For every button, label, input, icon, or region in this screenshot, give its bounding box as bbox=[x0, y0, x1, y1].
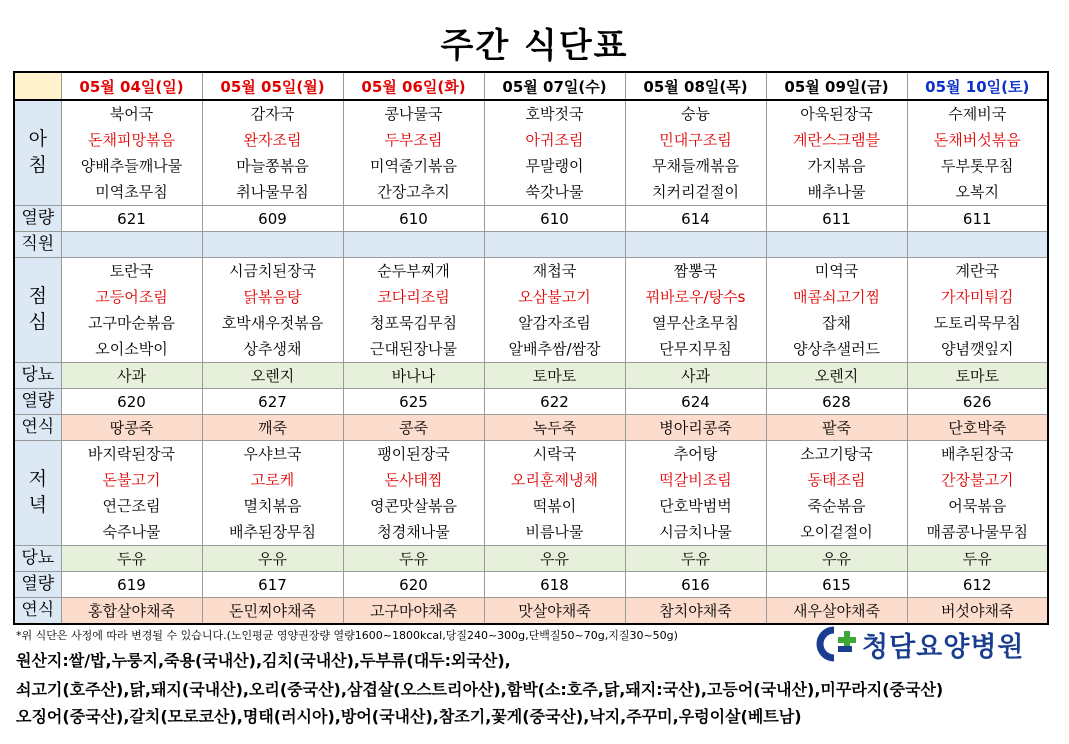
dinner-calories-row-cell: 617 bbox=[202, 572, 343, 598]
lunch-calories-row-cell: 624 bbox=[625, 389, 766, 415]
staff-row-cell bbox=[625, 232, 766, 258]
dinner-porridge-row-cell: 버섯야채죽 bbox=[907, 598, 1048, 625]
menu-item: 멸치볶음 bbox=[243, 497, 302, 515]
lunch-porridge-row-cell: 단호박죽 bbox=[907, 415, 1048, 441]
menu-item: 쑥갓나물 bbox=[525, 183, 584, 201]
lunch-row-day-cell bbox=[202, 258, 343, 363]
lunch-diabetic-row-cell: 사과 bbox=[61, 363, 202, 389]
dinner-row-day-cell bbox=[343, 441, 484, 546]
menu-item: 돈사태찜 bbox=[384, 471, 443, 489]
menu-item: 떡볶이 bbox=[532, 497, 577, 515]
lunch-porridge-row-cell: 팥죽 bbox=[766, 415, 907, 441]
staff-row bbox=[14, 232, 1048, 258]
menu-item: 짬뽕국 bbox=[673, 262, 718, 280]
menu-item: 배추된장무침 bbox=[229, 523, 316, 541]
day-header: 05월 09일(금) bbox=[766, 72, 907, 100]
lunch-calories-row-cell: 625 bbox=[343, 389, 484, 415]
breakfast-row-day-cell bbox=[61, 100, 202, 206]
menu-item: 청경채나물 bbox=[377, 523, 450, 541]
menu-item: 순두부찌개 bbox=[377, 262, 450, 280]
menu-item: 호박새우젓볶음 bbox=[221, 314, 324, 332]
menu-item: 두부조림 bbox=[384, 131, 443, 149]
menu-item: 알배추쌈/쌈장 bbox=[508, 340, 601, 358]
breakfast-row-day-cell bbox=[625, 100, 766, 206]
menu-item: 죽순볶음 bbox=[807, 497, 866, 515]
lunch-row-day-cell bbox=[907, 258, 1048, 363]
dinner-porridge-row bbox=[14, 598, 1048, 625]
breakfast-calories-row-label: 열량 bbox=[14, 206, 61, 232]
menu-item: 잡채 bbox=[822, 314, 851, 332]
menu-item: 청포묵김무침 bbox=[370, 314, 457, 332]
breakfast-calories-row bbox=[14, 206, 1048, 232]
menu-item: 알감자조림 bbox=[518, 314, 591, 332]
menu-item: 북어국 bbox=[109, 105, 154, 123]
breakfast-row bbox=[14, 100, 1048, 206]
menu-item: 완자조림 bbox=[243, 131, 302, 149]
menu-item: 비름나물 bbox=[525, 523, 584, 541]
menu-item: 오리훈제냉채 bbox=[511, 471, 598, 489]
menu-item: 콩나물국 bbox=[384, 105, 443, 123]
menu-item: 도토리묵무침 bbox=[933, 314, 1021, 332]
lunch-diabetic-row-cell: 바나나 bbox=[343, 363, 484, 389]
dinner-diabetic-row-cell: 우유 bbox=[202, 546, 343, 572]
lunch-porridge-row-label: 연식 bbox=[14, 415, 61, 441]
menu-item: 민대구조림 bbox=[659, 131, 732, 149]
dinner-diabetic-row-cell: 두유 bbox=[61, 546, 202, 572]
menu-item: 마늘쫑볶음 bbox=[236, 157, 309, 175]
breakfast-calories-row-cell: 614 bbox=[625, 206, 766, 232]
menu-item: 고로케 bbox=[250, 471, 295, 489]
dinner-porridge-row-cell: 홍합살야채죽 bbox=[61, 598, 202, 625]
menu-item: 아귀조림 bbox=[525, 131, 584, 149]
menu-item: 계란국 bbox=[955, 262, 999, 280]
menu-item: 상추생채 bbox=[243, 340, 302, 358]
menu-item: 오이소박이 bbox=[95, 340, 168, 358]
lunch-porridge-row-cell: 깨죽 bbox=[202, 415, 343, 441]
dinner-row-day-cell bbox=[625, 441, 766, 546]
menu-item: 양배추들깨나물 bbox=[80, 157, 183, 175]
dinner-diabetic-row-cell: 우유 bbox=[766, 546, 907, 572]
lunch-diabetic-row-cell: 오렌지 bbox=[766, 363, 907, 389]
breakfast-row-day-cell bbox=[343, 100, 484, 206]
lunch-row-day-cell bbox=[625, 258, 766, 363]
breakfast-row-day-cell bbox=[907, 100, 1048, 206]
breakfast-calories-row-cell: 621 bbox=[61, 206, 202, 232]
menu-item: 팽이된장국 bbox=[377, 445, 450, 463]
origin-line-3: 오징어(중국산),갈치(모로코산),명태(러시아),방어(국내산),참조기,꽃게(중국산),낙지,주꾸미,우렁이살(베트남) bbox=[16, 707, 802, 726]
header-row bbox=[14, 72, 1048, 100]
breakfast-calories-row-cell: 610 bbox=[343, 206, 484, 232]
lunch-porridge-row-cell: 땅콩죽 bbox=[61, 415, 202, 441]
menu-item: 치커리겉절이 bbox=[652, 183, 739, 201]
breakfast-row-label: 아 침 bbox=[14, 100, 61, 206]
staff-row-label: 직원 bbox=[14, 232, 61, 258]
dinner-row-day-cell bbox=[907, 441, 1048, 546]
dinner-calories-row-cell: 612 bbox=[907, 572, 1048, 598]
menu-item: 시금치된장국 bbox=[229, 262, 316, 280]
lunch-calories-row-cell: 620 bbox=[61, 389, 202, 415]
menu-item: 무채들깨볶음 bbox=[652, 157, 739, 175]
day-header: 05월 06일(화) bbox=[343, 72, 484, 100]
breakfast-row-day-cell bbox=[202, 100, 343, 206]
menu-item: 연근조림 bbox=[102, 497, 161, 515]
dinner-row-label: 저 녁 bbox=[14, 441, 61, 546]
menu-item: 매콤콩나물무침 bbox=[926, 523, 1028, 541]
menu-item: 열무산초무침 bbox=[652, 314, 739, 332]
dinner-porridge-row-label: 연식 bbox=[14, 598, 61, 625]
dinner-row-day-cell bbox=[766, 441, 907, 546]
dinner-calories-row-cell: 619 bbox=[61, 572, 202, 598]
menu-item: 동태조림 bbox=[807, 471, 866, 489]
staff-row-cell bbox=[61, 232, 202, 258]
origin-line-1: 원산지:쌀/밥,누룽지,죽용(국내산),김치(국내산),두부류(대두:외국산), bbox=[16, 651, 511, 670]
menu-item: 추어탕 bbox=[673, 445, 718, 463]
dinner-porridge-row-cell: 맛살야채죽 bbox=[484, 598, 625, 625]
dinner-calories-row-cell: 618 bbox=[484, 572, 625, 598]
dinner-calories-row-cell: 620 bbox=[343, 572, 484, 598]
breakfast-row-day-cell bbox=[484, 100, 625, 206]
lunch-calories-row-label: 열량 bbox=[14, 389, 61, 415]
menu-item: 꿔바로우/탕수s bbox=[645, 288, 746, 306]
menu-item: 오복지 bbox=[955, 183, 999, 201]
lunch-calories-row-cell: 626 bbox=[907, 389, 1048, 415]
menu-item: 배추나물 bbox=[807, 183, 866, 201]
menu-item: 미역초무침 bbox=[95, 183, 168, 201]
menu-item: 단무지무침 bbox=[659, 340, 732, 358]
dinner-porridge-row-cell: 돈민찌야채죽 bbox=[202, 598, 343, 625]
day-header: 05월 04일(일) bbox=[61, 72, 202, 100]
day-header: 05월 08일(목) bbox=[625, 72, 766, 100]
menu-item: 감자국 bbox=[250, 105, 295, 123]
lunch-diabetic-row-cell: 토마토 bbox=[907, 363, 1048, 389]
lunch-calories-row-cell: 627 bbox=[202, 389, 343, 415]
dinner-diabetic-row-cell: 두유 bbox=[343, 546, 484, 572]
lunch-row-day-cell bbox=[343, 258, 484, 363]
origin-line-2: 쇠고기(호주산),닭,돼지(국내산),오리(중국산),삼겹살(오스트리아산),함박(소:호주,닭,돼지:국산),고등어(국내산),미꾸라지(중국산) bbox=[16, 680, 944, 699]
menu-item: 어묵볶음 bbox=[948, 497, 1007, 515]
dinner-porridge-row-cell: 고구마야채죽 bbox=[343, 598, 484, 625]
staff-row-cell bbox=[766, 232, 907, 258]
menu-item: 계란스크램블 bbox=[793, 131, 880, 149]
menu-item: 가지볶음 bbox=[807, 157, 866, 175]
breakfast-calories-row-cell: 611 bbox=[766, 206, 907, 232]
menu-item: 돈채버섯볶음 bbox=[933, 131, 1021, 149]
dinner-calories-row-cell: 615 bbox=[766, 572, 907, 598]
lunch-calories-row bbox=[14, 389, 1048, 415]
menu-item: 매콤쇠고기찜 bbox=[793, 288, 880, 306]
dinner-calories-row-cell: 616 bbox=[625, 572, 766, 598]
menu-item: 호박젓국 bbox=[525, 105, 584, 123]
menu-item: 근대된장나물 bbox=[370, 340, 457, 358]
menu-item: 간장고추지 bbox=[377, 183, 450, 201]
lunch-porridge-row-cell: 콩죽 bbox=[343, 415, 484, 441]
dinner-diabetic-row-cell: 두유 bbox=[625, 546, 766, 572]
menu-item: 오이겉절이 bbox=[800, 523, 873, 541]
menu-item: 재첩국 bbox=[532, 262, 577, 280]
lunch-diabetic-row-cell: 오렌지 bbox=[202, 363, 343, 389]
menu-item: 소고기탕국 bbox=[800, 445, 873, 463]
dinner-row bbox=[14, 441, 1048, 546]
menu-item: 숭늉 bbox=[681, 105, 710, 123]
lunch-calories-row-cell: 628 bbox=[766, 389, 907, 415]
lunch-row bbox=[14, 258, 1048, 363]
menu-item: 우샤브국 bbox=[243, 445, 302, 463]
lunch-row-day-cell bbox=[766, 258, 907, 363]
lunch-diabetic-row bbox=[14, 363, 1048, 389]
dinner-porridge-row-cell: 새우살야채죽 bbox=[766, 598, 907, 625]
menu-item: 시금치나물 bbox=[659, 523, 732, 541]
staff-row-cell bbox=[202, 232, 343, 258]
menu-item: 무말랭이 bbox=[525, 157, 584, 175]
dinner-diabetic-row bbox=[14, 546, 1048, 572]
menu-item: 시락국 bbox=[532, 445, 577, 463]
menu-item: 숙주나물 bbox=[102, 523, 161, 541]
menu-item: 미역국 bbox=[814, 262, 859, 280]
lunch-calories-row-cell: 622 bbox=[484, 389, 625, 415]
menu-item: 토란국 bbox=[109, 262, 154, 280]
footnote: *위 식단은 사정에 따라 변경될 수 있습니다.(노인평균 영양권장량 열량1600~1800kcal,당질240~300g,단백질50~70g,지질30~50g) bbox=[16, 629, 678, 642]
dinner-calories-row bbox=[14, 572, 1048, 598]
dinner-diabetic-row-label: 당뇨 bbox=[14, 546, 61, 572]
breakfast-row-day-cell bbox=[766, 100, 907, 206]
menu-item: 고구마순볶음 bbox=[88, 314, 175, 332]
menu-item: 돈불고기 bbox=[102, 471, 161, 489]
dinner-porridge-row-cell: 참치야채죽 bbox=[625, 598, 766, 625]
dinner-row-day-cell bbox=[202, 441, 343, 546]
dinner-diabetic-row-cell: 우유 bbox=[484, 546, 625, 572]
menu-item: 간장불고기 bbox=[941, 471, 1014, 489]
menu-item: 양념깻잎지 bbox=[941, 340, 1014, 358]
staff-row-cell bbox=[484, 232, 625, 258]
menu-item: 아욱된장국 bbox=[800, 105, 873, 123]
lunch-row-day-cell bbox=[61, 258, 202, 363]
dinner-diabetic-row-cell: 두유 bbox=[907, 546, 1048, 572]
staff-row-cell bbox=[343, 232, 484, 258]
menu-item: 영콘맛살볶음 bbox=[370, 497, 457, 515]
staff-row-cell bbox=[907, 232, 1048, 258]
breakfast-calories-row-cell: 611 bbox=[907, 206, 1048, 232]
menu-item: 배추된장국 bbox=[941, 445, 1014, 463]
lunch-diabetic-row-cell: 토마토 bbox=[484, 363, 625, 389]
menu-item: 취나물무침 bbox=[236, 183, 309, 201]
menu-item: 가자미튀김 bbox=[941, 288, 1014, 306]
lunch-porridge-row-cell: 녹두죽 bbox=[484, 415, 625, 441]
day-header: 05월 07일(수) bbox=[484, 72, 625, 100]
weekly-menu-table bbox=[13, 71, 1049, 625]
lunch-diabetic-row-cell: 사과 bbox=[625, 363, 766, 389]
lunch-diabetic-row-label: 당뇨 bbox=[14, 363, 61, 389]
menu-item: 떡갈비조림 bbox=[659, 471, 732, 489]
menu-item: 오삼불고기 bbox=[518, 288, 591, 306]
menu-item: 돈채피망볶음 bbox=[88, 131, 175, 149]
dinner-row-day-cell bbox=[61, 441, 202, 546]
lunch-row-label: 점 심 bbox=[14, 258, 61, 363]
menu-item: 바지락된장국 bbox=[88, 445, 175, 463]
hospital-name: 청담요양병원 bbox=[862, 631, 1025, 663]
menu-item: 코다리조림 bbox=[377, 288, 450, 306]
menu-item: 고등어조림 bbox=[95, 288, 168, 306]
dinner-row-day-cell bbox=[484, 441, 625, 546]
day-header: 05월 05일(월) bbox=[202, 72, 343, 100]
menu-item: 닭볶음탕 bbox=[243, 288, 302, 306]
menu-item: 단호박범벅 bbox=[659, 497, 732, 515]
page-title: 주간 식단표 bbox=[440, 26, 629, 66]
header-corner bbox=[14, 72, 61, 100]
dinner-calories-row-label: 열량 bbox=[14, 572, 61, 598]
menu-item: 수제비국 bbox=[948, 105, 1007, 123]
lunch-porridge-row bbox=[14, 415, 1048, 441]
lunch-row-day-cell bbox=[484, 258, 625, 363]
breakfast-calories-row-cell: 609 bbox=[202, 206, 343, 232]
breakfast-calories-row-cell: 610 bbox=[484, 206, 625, 232]
menu-item: 두부톳무침 bbox=[941, 157, 1014, 175]
lunch-porridge-row-cell: 병아리콩죽 bbox=[625, 415, 766, 441]
menu-item: 미역줄기볶음 bbox=[370, 157, 457, 175]
day-header: 05월 10일(토) bbox=[907, 72, 1048, 100]
menu-item: 양상추샐러드 bbox=[793, 340, 880, 358]
